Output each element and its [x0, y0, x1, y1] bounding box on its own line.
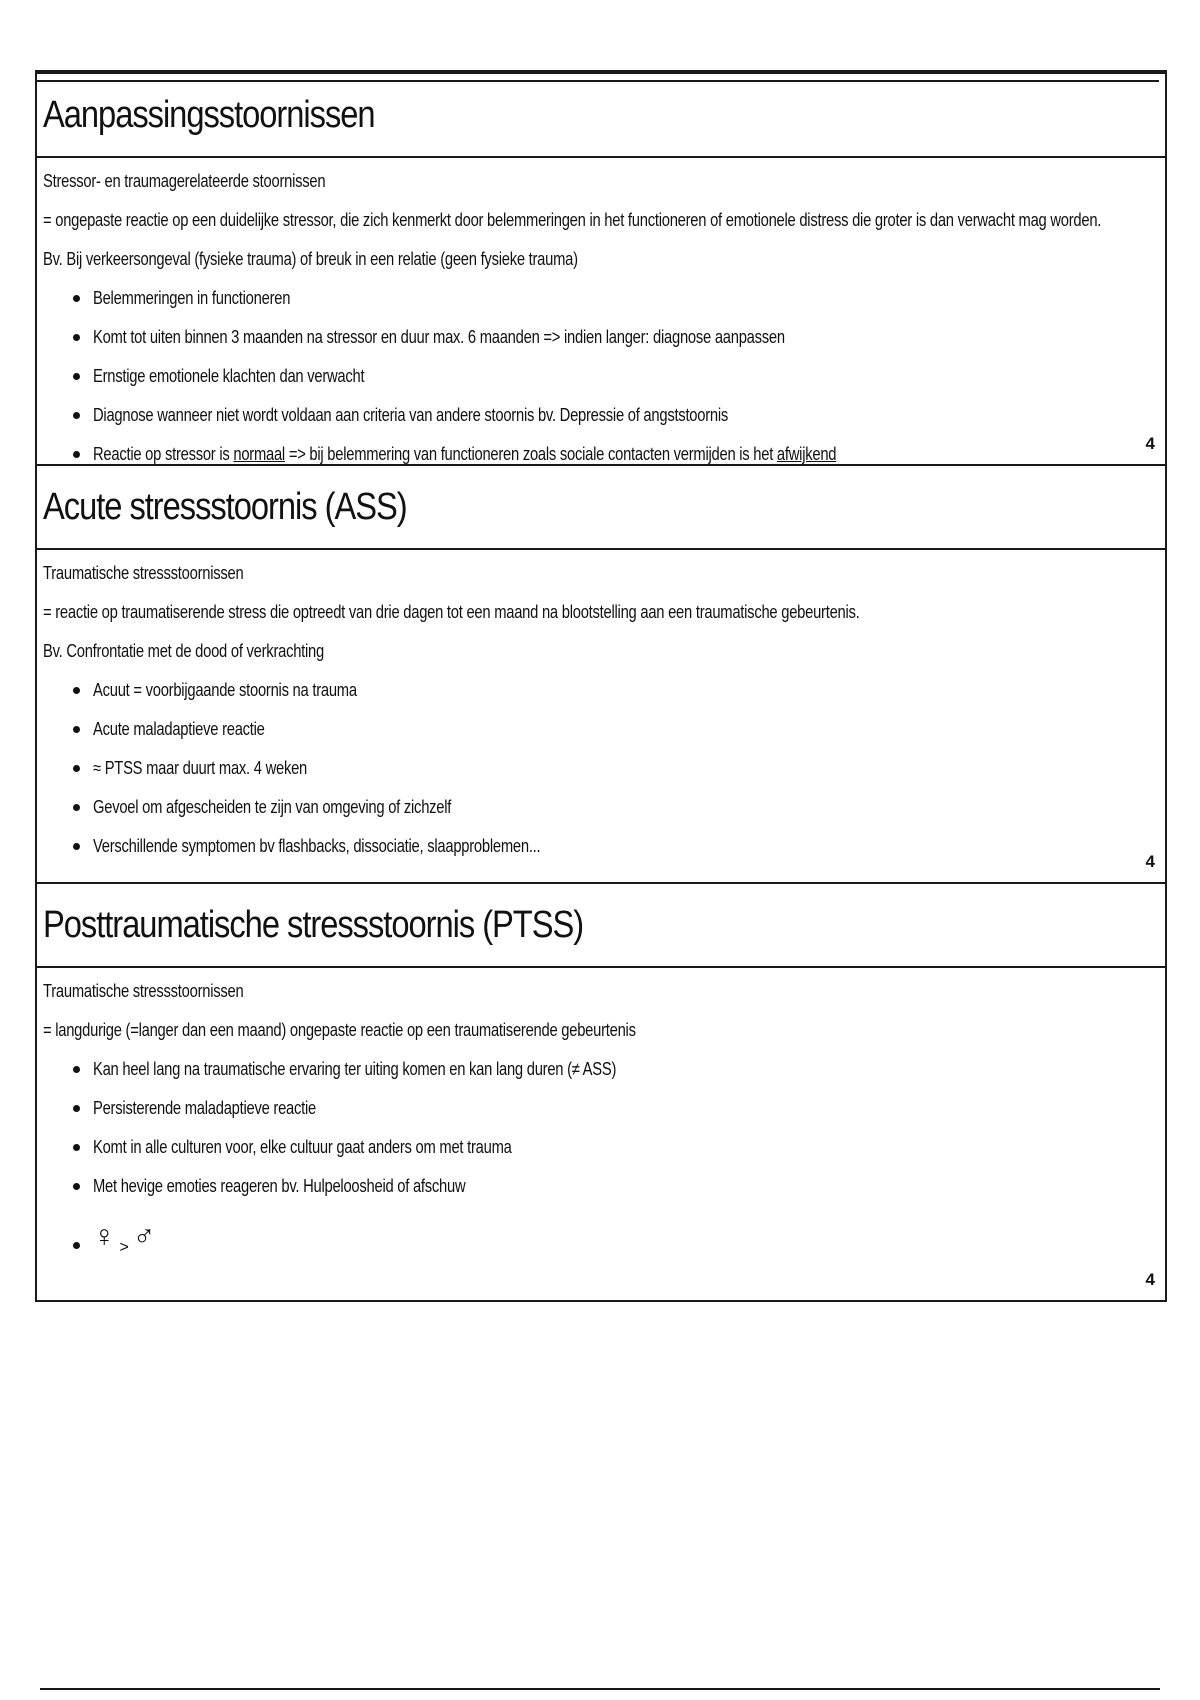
bullet-dot: [73, 295, 80, 302]
underlined-term-normaal: normaal: [233, 444, 285, 464]
section-aanpassingsstoornissen: [37, 72, 1165, 464]
section-title-row: [37, 884, 1165, 968]
underlined-term-afwijkend: afwijkend: [776, 444, 837, 464]
list-item: Verschillende symptomen bv flashbacks, dissociatie, slaapproblemen...: [43, 827, 1159, 866]
category-line: Stressor- en traumagerelateerde stoornissen: [43, 171, 326, 191]
female-symbol-icon: ♀: [93, 1220, 116, 1253]
section-title: Aanpassingsstoornissen: [43, 93, 375, 136]
definition-line: = langdurige (=langer dan een maand) ongepaste reactie op een traumatiserende gebeurtenis: [43, 1020, 636, 1040]
bullet-dot: [73, 843, 80, 850]
list-item: Ernstige emotionele klachten dan verwacht: [43, 357, 1159, 396]
bullet-list: [43, 671, 1159, 866]
bullet-dot: [73, 1144, 80, 1151]
list-item: Persisterende maladaptieve reactie: [43, 1089, 1159, 1128]
page-number: 4: [1145, 434, 1155, 453]
page-number: 4: [1145, 1270, 1155, 1289]
section-body: [37, 968, 1165, 1300]
section-acute-stressstoornis: [37, 464, 1165, 882]
section-title-row: [37, 74, 1165, 158]
list-item: Komt tot uiten binnen 3 maanden na stressor en duur max. 6 maanden => indien langer: diagnose aanpassen: [43, 318, 1159, 357]
bullet-dot: [73, 1066, 80, 1073]
section-title-row: [37, 466, 1165, 550]
bullet-list: [43, 279, 1159, 474]
example-line: Bv. Bij verkeersongeval (fysieke trauma) of breuk in een relatie (geen fysieke trauma): [43, 249, 578, 269]
bullet-dot: [73, 334, 80, 341]
section-title: Posttraumatische stressstoornis (PTSS): [43, 903, 584, 946]
list-item: ≈ PTSS maar duurt max. 4 weken: [43, 749, 1159, 788]
section-title: Acute stressstoornis (ASS): [43, 485, 407, 528]
greater-than-sign: >: [119, 1239, 129, 1256]
bullet-list: [43, 1050, 1159, 1273]
list-item: [43, 1212, 1159, 1273]
bullet-dot: [73, 687, 80, 694]
list-item: Acuut = voorbijgaande stoornis na trauma: [43, 671, 1159, 710]
bullet-dot: [73, 726, 80, 733]
notes-sheet: [35, 70, 1167, 1302]
bullet-dot: [73, 373, 80, 380]
bullet-dot: [73, 804, 80, 811]
text-segment: => bij belemmering van functioneren zoals sociale contacten vermijden is het: [284, 444, 777, 464]
list-item: Belemmeringen in functioneren: [43, 279, 1159, 318]
list-item: Komt in alle culturen voor, elke cultuur gaat anders om met trauma: [43, 1128, 1159, 1167]
bullet-dot: [73, 765, 80, 772]
bullet-dot: [73, 1242, 80, 1249]
list-item: Diagnose wanneer niet wordt voldaan aan criteria van andere stoornis bv. Depressie of angststoornis: [43, 396, 1159, 435]
list-item: Acute maladaptieve reactie: [43, 710, 1159, 749]
text-segment: Reactie op stressor is: [93, 444, 234, 464]
section-body: [37, 550, 1165, 882]
bullet-dot: [73, 1105, 80, 1112]
list-item: Met hevige emoties reageren bv. Hulpeloosheid of afschuw: [43, 1167, 1159, 1206]
bullet-dot: [73, 1183, 80, 1190]
bullet-dot: [73, 451, 80, 458]
section-body: [37, 158, 1165, 464]
gender-ratio: [93, 1220, 156, 1256]
list-item: Kan heel lang na traumatische ervaring ter uiting komen en kan lang duren (≠ ASS): [43, 1050, 1159, 1089]
definition-line: = ongepaste reactie op een duidelijke stressor, die zich kenmerkt door belemmeringen in het functioneren of emotionele distress die groter is dan verwacht mag worden.: [43, 210, 1102, 230]
list-item: Gevoel om afgescheiden te zijn van omgeving of zichzelf: [43, 788, 1159, 827]
male-symbol-icon: ♂: [132, 1220, 156, 1253]
definition-line: = reactie op traumatiserende stress die optreedt van drie dagen tot een maand na blootstelling aan een traumatische gebeurtenis.: [43, 602, 860, 622]
bullet-dot: [73, 412, 80, 419]
section-ptss: [37, 882, 1165, 1300]
footer-rule: [40, 1688, 1160, 1690]
category-line: Traumatische stressstoornissen: [43, 563, 244, 583]
page-number: 4: [1145, 852, 1155, 871]
example-line: Bv. Confrontatie met de dood of verkrachting: [43, 641, 324, 661]
category-line: Traumatische stressstoornissen: [43, 981, 244, 1001]
